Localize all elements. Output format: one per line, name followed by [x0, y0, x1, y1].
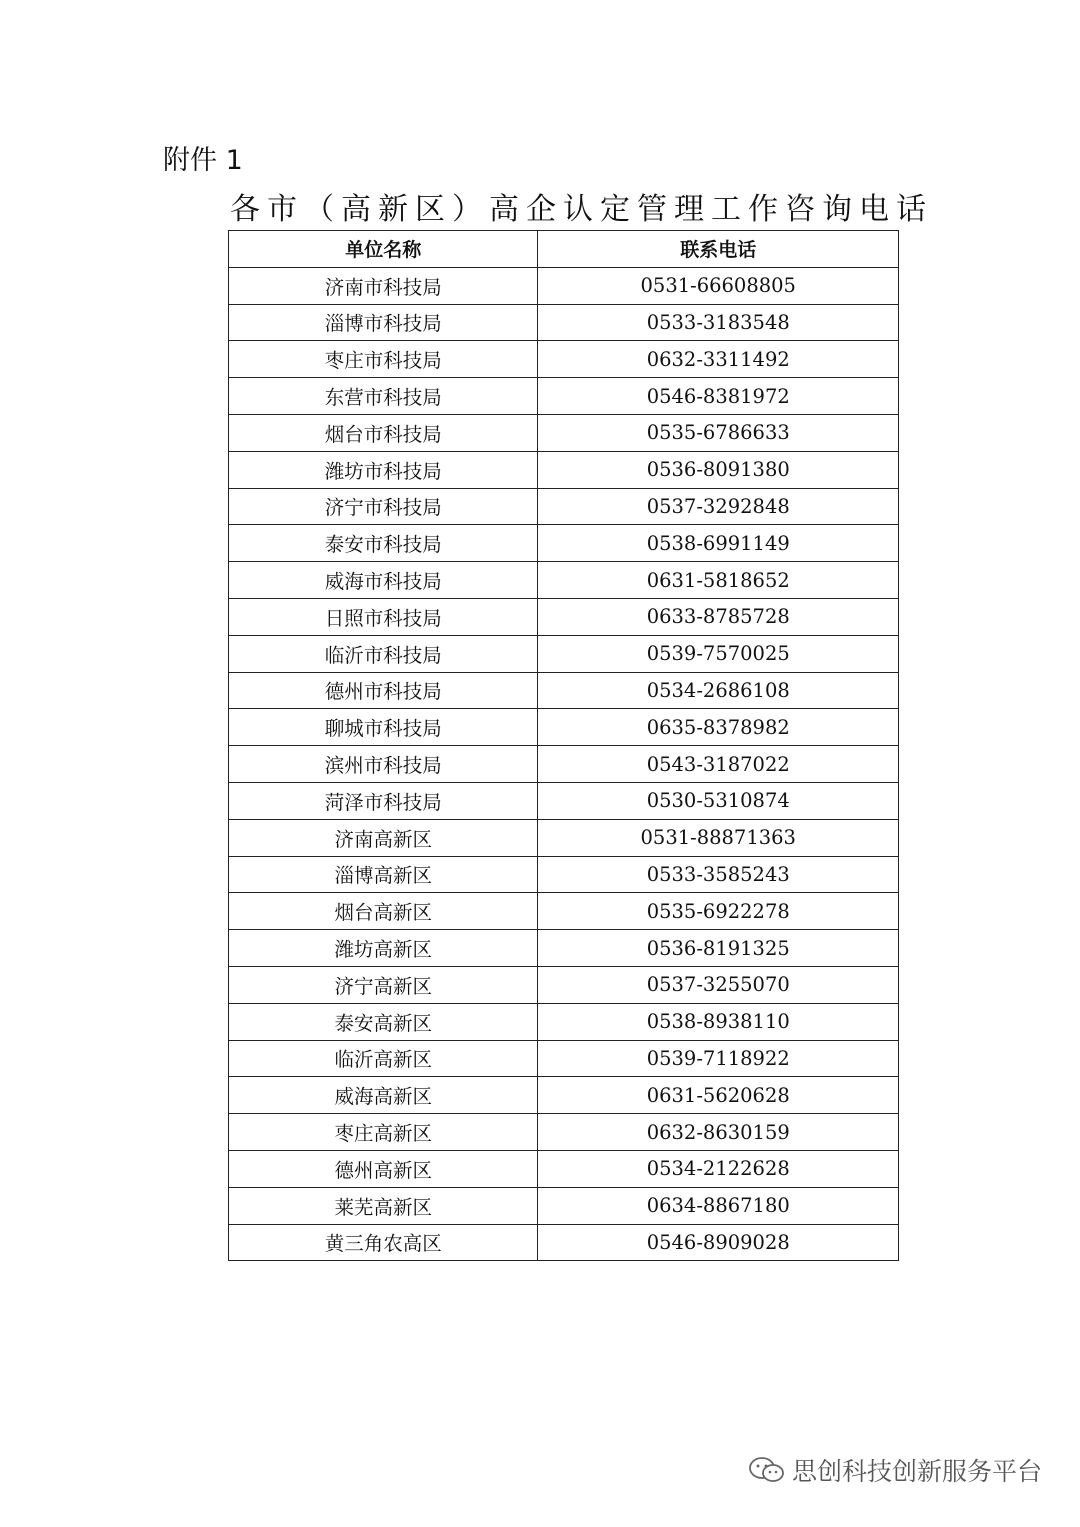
unit-name-cell: 威海市科技局 [229, 562, 538, 599]
unit-name-cell: 济南高新区 [229, 819, 538, 856]
phone-cell: 0534-2686108 [538, 672, 899, 709]
table-row [229, 525, 899, 562]
phone-cell: 0531-66608805 [538, 267, 899, 304]
wechat-icon [748, 1456, 786, 1484]
phone-cell: 0633-8785728 [538, 598, 899, 635]
table-row [229, 488, 899, 525]
table-row [229, 1187, 899, 1224]
phone-cell: 0631-5620628 [538, 1077, 899, 1114]
phone-cell: 0546-8381972 [538, 378, 899, 415]
table-row [229, 451, 899, 488]
unit-name-cell: 临沂高新区 [229, 1040, 538, 1077]
table-row [229, 893, 899, 930]
header-phone: 联系电话 [538, 231, 899, 268]
unit-name-cell: 潍坊市科技局 [229, 451, 538, 488]
table-row [229, 378, 899, 415]
unit-name-cell: 淄博市科技局 [229, 304, 538, 341]
table-row [229, 856, 899, 893]
table-row [229, 562, 899, 599]
unit-name-cell: 潍坊高新区 [229, 930, 538, 967]
unit-name-cell: 枣庄高新区 [229, 1114, 538, 1151]
phone-cell: 0537-3255070 [538, 966, 899, 1003]
table-row [229, 966, 899, 1003]
phone-cell: 0536-8191325 [538, 930, 899, 967]
header-unit-name: 单位名称 [229, 231, 538, 268]
unit-name-cell: 莱芜高新区 [229, 1187, 538, 1224]
phone-cell: 0632-3311492 [538, 341, 899, 378]
table-row [229, 414, 899, 451]
table-row [229, 304, 899, 341]
unit-name-cell: 滨州市科技局 [229, 746, 538, 783]
phone-cell: 0535-6786633 [538, 414, 899, 451]
phone-cell: 0546-8909028 [538, 1224, 899, 1261]
unit-name-cell: 东营市科技局 [229, 378, 538, 415]
watermark-text: 思创科技创新服务平台 [791, 1457, 1042, 1486]
phone-cell: 0631-5818652 [538, 562, 899, 599]
phone-cell: 0535-6922278 [538, 893, 899, 930]
phone-cell: 0537-3292848 [538, 488, 899, 525]
unit-name-cell: 聊城市科技局 [229, 709, 538, 746]
unit-name-cell: 菏泽市科技局 [229, 782, 538, 819]
unit-name-cell: 威海高新区 [229, 1077, 538, 1114]
unit-name-cell: 济宁市科技局 [229, 488, 538, 525]
table-row [229, 782, 899, 819]
phone-cell: 0531-88871363 [538, 819, 899, 856]
unit-name-cell: 淄博高新区 [229, 856, 538, 893]
table-row [229, 635, 899, 672]
table-row [229, 267, 899, 304]
unit-name-cell: 德州高新区 [229, 1150, 538, 1187]
document-title: 各市（高新区）高企认定管理工作咨询电话 [230, 192, 933, 227]
table-row [229, 1224, 899, 1261]
attachment-label: 附件 1 [163, 145, 243, 176]
table-row [229, 819, 899, 856]
unit-name-cell: 泰安市科技局 [229, 525, 538, 562]
table-row [229, 598, 899, 635]
contact-table [228, 230, 899, 1261]
unit-name-cell: 黄三角农高区 [229, 1224, 538, 1261]
unit-name-cell: 济南市科技局 [229, 267, 538, 304]
unit-name-cell: 烟台市科技局 [229, 414, 538, 451]
unit-name-cell: 泰安高新区 [229, 1003, 538, 1040]
phone-cell: 0538-8938110 [538, 1003, 899, 1040]
table-row [229, 746, 899, 783]
phone-cell: 0533-3183548 [538, 304, 899, 341]
table-row [229, 1150, 899, 1187]
unit-name-cell: 日照市科技局 [229, 598, 538, 635]
phone-cell: 0538-6991149 [538, 525, 899, 562]
unit-name-cell: 烟台高新区 [229, 893, 538, 930]
unit-name-cell: 德州市科技局 [229, 672, 538, 709]
phone-cell: 0530-5310874 [538, 782, 899, 819]
phone-cell: 0536-8091380 [538, 451, 899, 488]
table-row [229, 930, 899, 967]
phone-cell: 0539-7570025 [538, 635, 899, 672]
unit-name-cell: 枣庄市科技局 [229, 341, 538, 378]
phone-cell: 0539-7118922 [538, 1040, 899, 1077]
table-row [229, 709, 899, 746]
phone-cell: 0543-3187022 [538, 746, 899, 783]
table-header-row [229, 231, 899, 268]
watermark [748, 1452, 1042, 1488]
phone-cell: 0635-8378982 [538, 709, 899, 746]
table-row [229, 341, 899, 378]
phone-cell: 0534-2122628 [538, 1150, 899, 1187]
table-row [229, 1003, 899, 1040]
phone-cell: 0632-8630159 [538, 1114, 899, 1151]
table-row [229, 1114, 899, 1151]
table-row [229, 672, 899, 709]
phone-cell: 0634-8867180 [538, 1187, 899, 1224]
table-row [229, 1040, 899, 1077]
phone-cell: 0533-3585243 [538, 856, 899, 893]
table-row [229, 1077, 899, 1114]
unit-name-cell: 临沂市科技局 [229, 635, 538, 672]
unit-name-cell: 济宁高新区 [229, 966, 538, 1003]
